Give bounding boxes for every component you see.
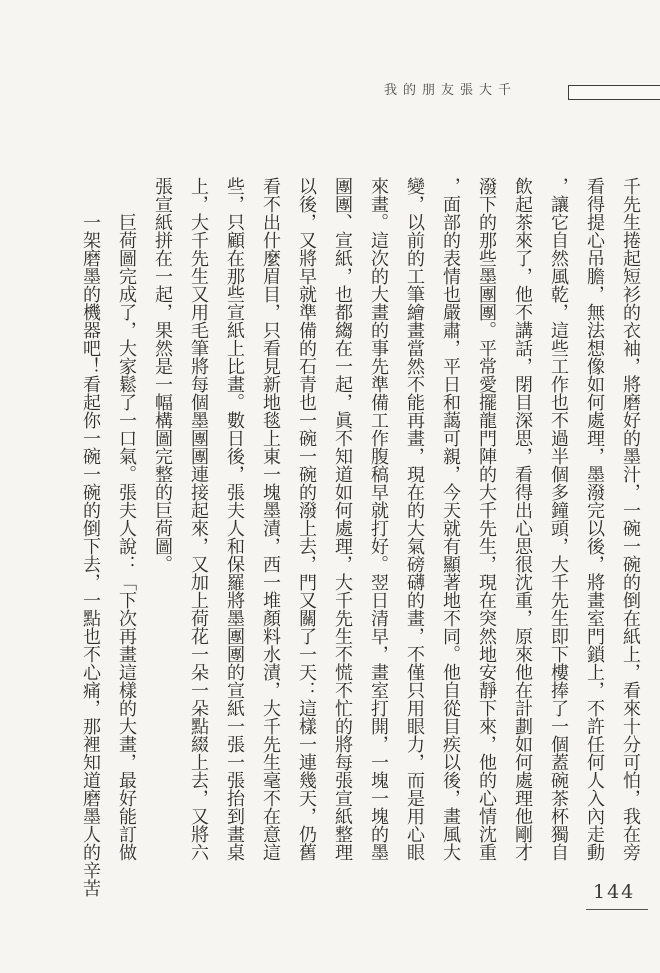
- text-column-5: 潑下的那些墨團團。平常愛擺龍門陣的大千先生，現在突然地安靜下來，他的心情沈重: [476, 177, 497, 861]
- text-column-10: 以後，又將早就準備的石青也一碗一碗的潑上去，門又關了一天：這樣一連幾天，仍舊: [296, 177, 317, 861]
- text-column-11: 看不出什麼眉目，只看見新地毯上東一塊墨漬，西一堆顏料水漬，大千先生毫不在意這: [260, 177, 281, 861]
- text-column-14: 張宣紙拼在一起，果然是一幅構圖完整的巨荷圖。: [152, 177, 173, 573]
- text-column-12: 些，只顧在那些宣紙上比畫。數日後，張夫人和保羅將墨團團的宣紙一張一張抬到畫桌: [224, 177, 245, 861]
- page-number-rule: [586, 909, 648, 910]
- text-column-2: 看得提心吊膽，無法想像如何處理，墨潑完以後，將畫室門鎖上，不許任何人入內走動: [584, 177, 605, 861]
- header-decorative-box: [568, 85, 660, 100]
- text-column-9: 團團、宣紙，也都縐在一起，眞不知道如何處理，大千先生不慌不忙的將每張宣紙整理: [332, 177, 353, 861]
- text-column-16: 一架磨墨的機器吧！看起你一碗一碗的倒下去，一點也不心痛，那裡知道磨墨人的辛苦: [80, 177, 101, 897]
- body-text: [72, 177, 648, 901]
- chapter-title: 我的朋友張大千: [384, 83, 518, 98]
- text-column-7: 變，以前的工筆繪畫當然不能再畫，現在的大氣磅礴的畫，不僅只用眼力，而是用心眼: [404, 177, 425, 861]
- text-column-4: 飲起茶來了，他不講話，閉目深思，看得出心思很沈重，原來他在計劃如何處理他剛才: [512, 177, 533, 861]
- text-column-3: ，讓它自然風乾，這些工作也不過半個多鐘頭，大千先生即下樓捧了一個蓋碗茶杯獨自: [548, 177, 569, 861]
- text-column-13: 上，大千先生又用毛筆將每個墨團團連接起來，又加上荷花一朵一朵點綴上去，又將六: [188, 177, 209, 861]
- text-column-6: ，面部的表情也嚴肅，平日和藹可親，今天就有顯著地不同。他自從目疾以後，畫風大: [440, 177, 461, 861]
- text-column-1: 千先生捲起短衫的衣袖，將磨好的墨汁，一碗一碗的倒在紙上，看來十分可怕，我在旁: [620, 177, 641, 861]
- page-number: 144: [593, 881, 636, 903]
- text-column-8: 來畫。這次的大畫的事先準備工作腹稿早就打好。翌日清早，畫室打開，一塊一塊的墨: [368, 177, 389, 861]
- text-column-15: 巨荷圖完成了，大家鬆了一口氣。張夫人說：「下次再畫這樣的大畫，最好能訂做: [116, 177, 137, 861]
